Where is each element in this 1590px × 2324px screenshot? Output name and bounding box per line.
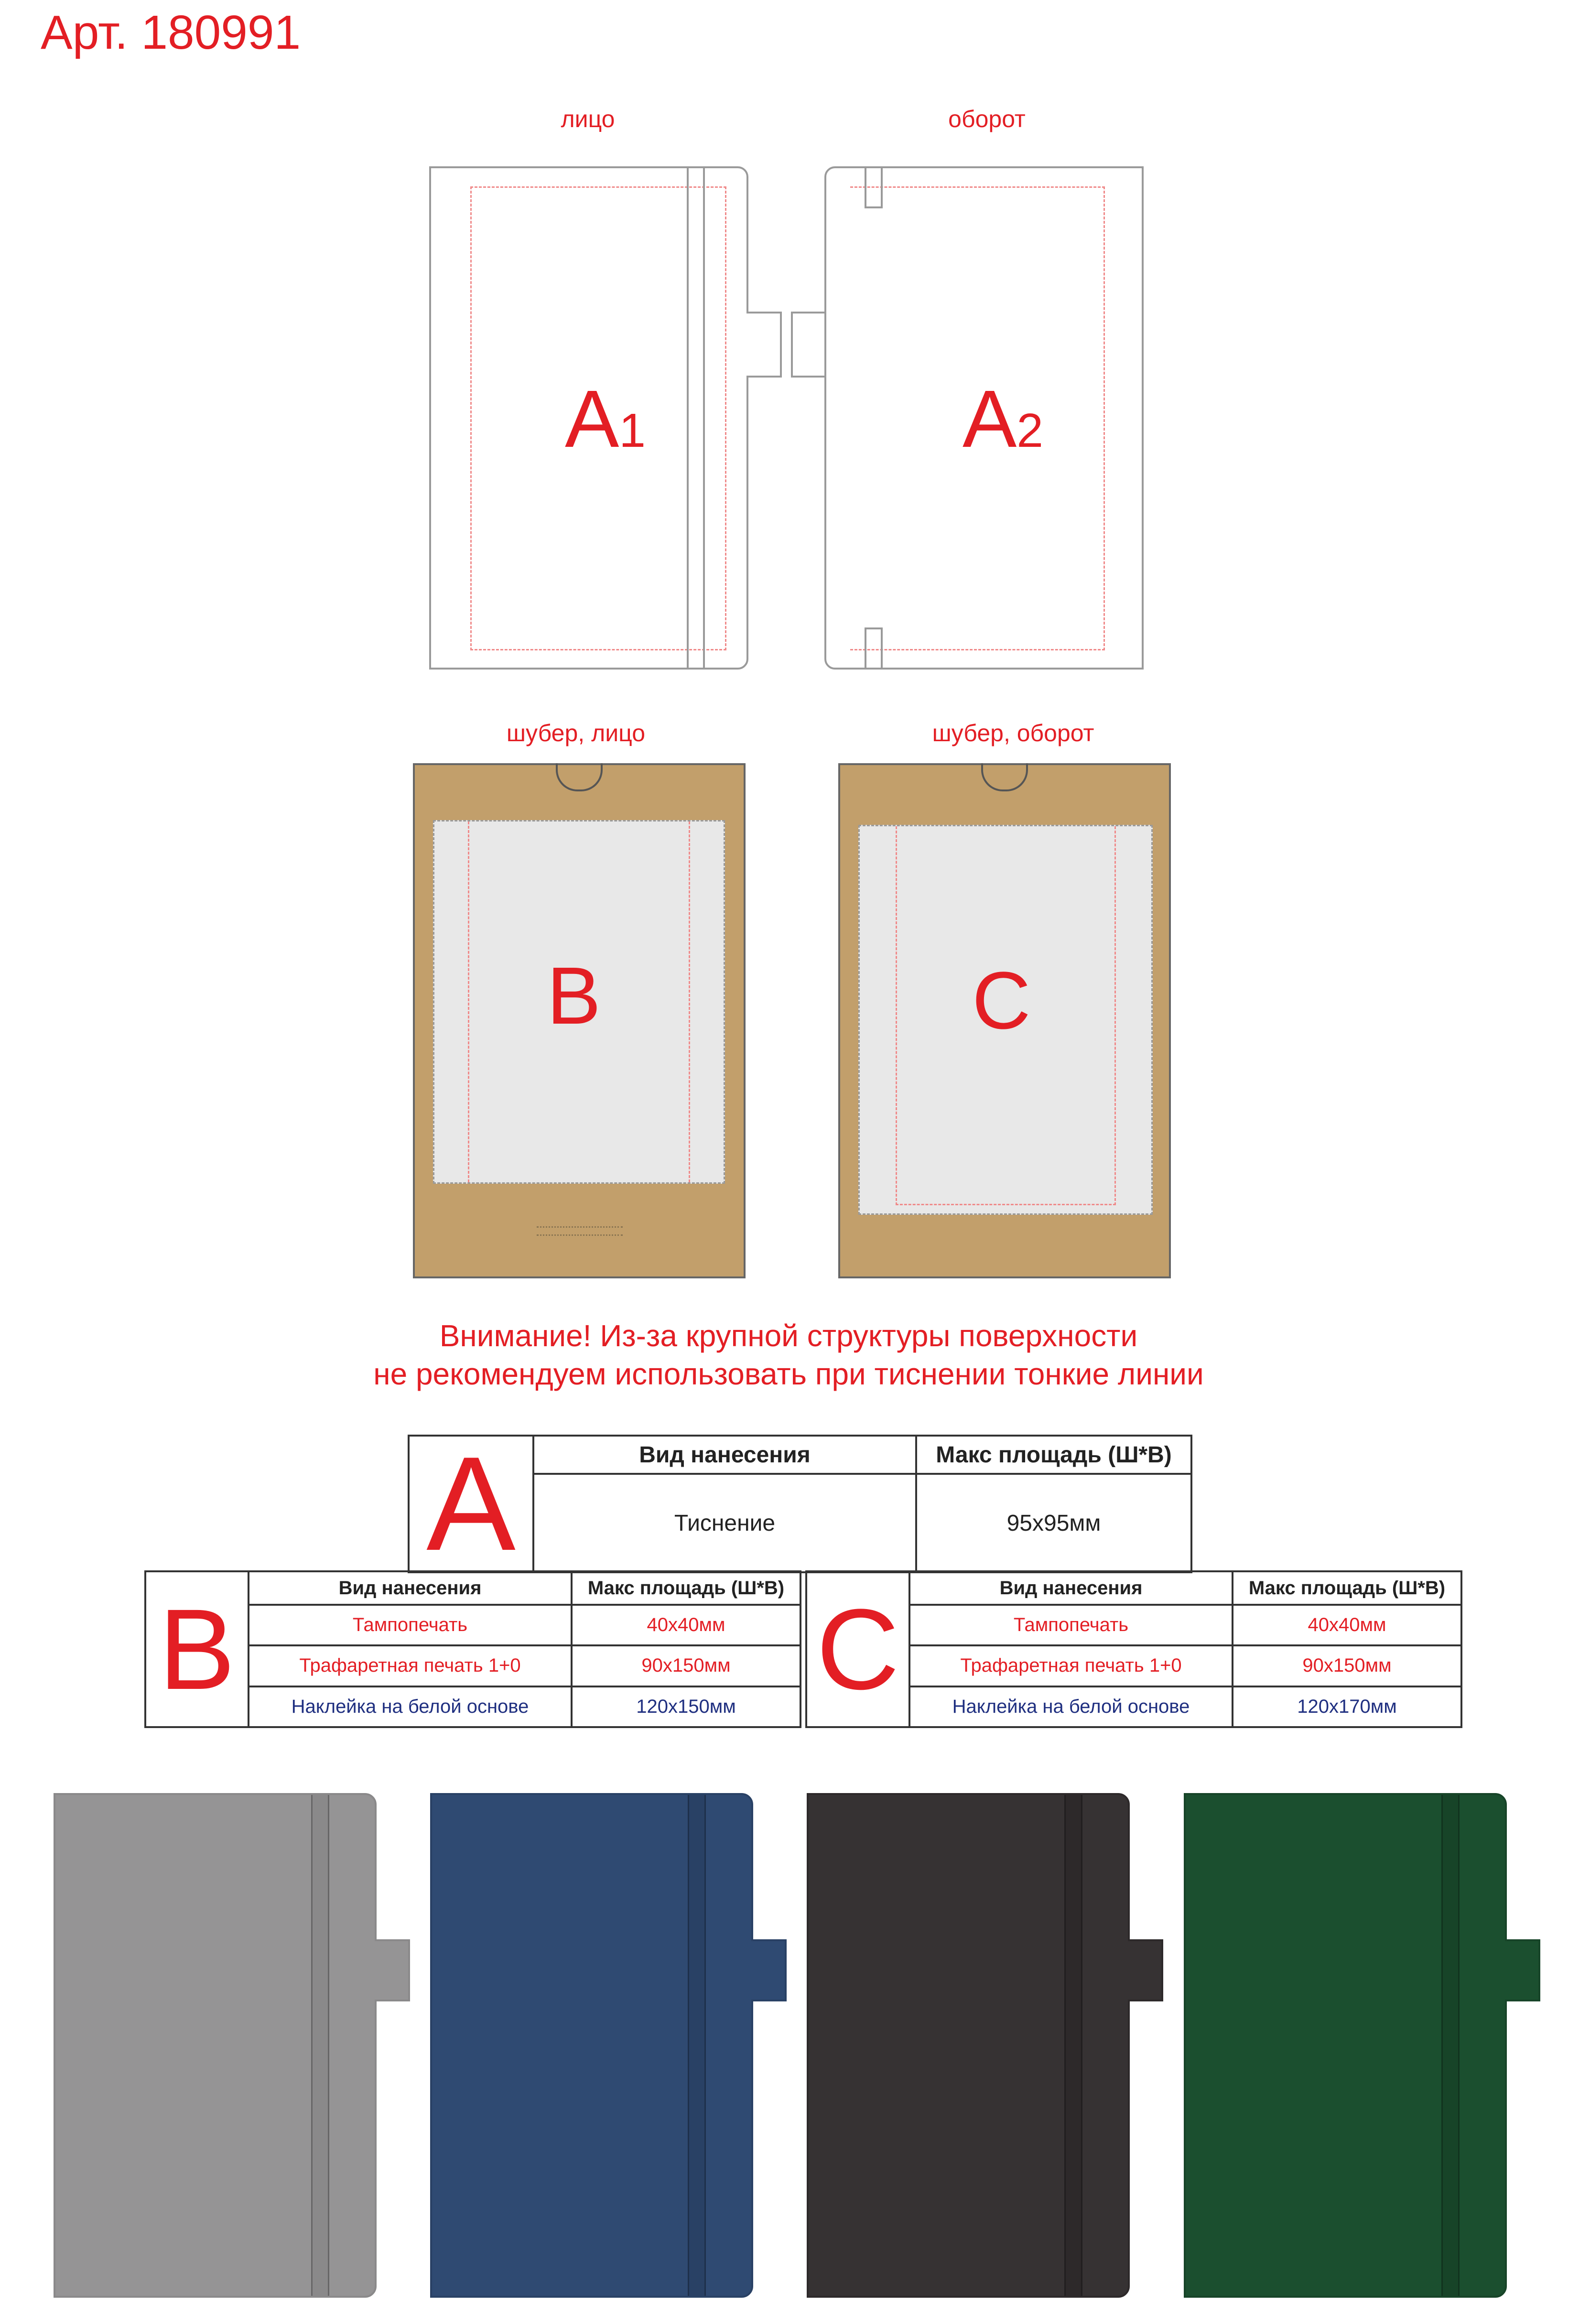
table-b-cell: 40x40мм (572, 1605, 800, 1645)
sleeve-back (838, 763, 1171, 1278)
warning-line-1: Внимание! Из-за крупной структуры поверхности (439, 1319, 1138, 1353)
caption-back: оборот (948, 106, 1026, 132)
table-c-cell: Наклейка на белой основе (909, 1686, 1233, 1727)
guide-line (689, 822, 690, 1182)
table-c-header-method: Вид нанесения (909, 1571, 1233, 1605)
table-b-cell: Наклейка на белой основе (249, 1686, 572, 1727)
elastic-strap-outline (687, 168, 705, 668)
zone-a1-label: A1 (565, 374, 646, 465)
notebook-back-outline (824, 166, 1144, 670)
table-b-cell: Трафаретная печать 1+0 (249, 1645, 572, 1686)
elastic-strap (311, 1795, 329, 2296)
table-c-cell: Трафаретная печать 1+0 (909, 1645, 1233, 1686)
table-a-letter: A (409, 1436, 533, 1572)
table-a-cell: Тиснение (533, 1474, 916, 1572)
pen-loop (751, 1939, 787, 2001)
zone-a2-label: A2 (963, 374, 1044, 465)
table-c (805, 1570, 1462, 1728)
caption-front: лицо (561, 106, 615, 132)
zone-c-label: C (972, 955, 1031, 1046)
notebook-color-variant (807, 1793, 1130, 2298)
guide-line (468, 822, 469, 1182)
pen-loop-back (791, 312, 826, 378)
table-a-cell: 95x95мм (916, 1474, 1191, 1572)
article-title: Арт. 180991 (41, 6, 301, 59)
brand-mark (537, 1226, 623, 1236)
strap-slot-bottom (865, 627, 883, 668)
table-b (144, 1570, 801, 1728)
table-b-cell: 120x150мм (572, 1686, 800, 1727)
elastic-strap (1441, 1795, 1460, 2296)
notebook-front-outline (429, 166, 748, 670)
notebook-color-variant (430, 1793, 753, 2298)
table-c-cell: 120x170мм (1233, 1686, 1461, 1727)
strap-slot-top (865, 168, 883, 208)
zone-b-label: B (547, 951, 601, 1041)
elastic-strap (688, 1795, 706, 2296)
notebook-color-variant (54, 1793, 377, 2298)
elastic-strap (1064, 1795, 1082, 2296)
pen-loop-front (746, 312, 782, 378)
thumb-cutout (556, 763, 603, 791)
table-c-header-area: Макс площадь (Ш*В) (1233, 1571, 1461, 1605)
table-a (408, 1429, 1192, 1578)
notebook-color-variant (1184, 1793, 1507, 2298)
caption-sleeve-back: шубер, оборот (932, 720, 1094, 746)
table-c-cell: Тампопечать (909, 1605, 1233, 1645)
pen-loop (1505, 1939, 1540, 2001)
table-a-header-area: Макс площадь (Ш*В) (916, 1436, 1191, 1474)
table-c-cell: 90x150мм (1233, 1645, 1461, 1686)
warning-line-2: не рекомендуем использовать при тиснении тонкие линии (373, 1357, 1204, 1391)
warning-text (239, 1317, 1338, 1393)
caption-sleeve-front: шубер, лицо (506, 720, 646, 746)
sleeve-front (413, 763, 746, 1278)
print-area-c (858, 825, 1153, 1215)
thumb-cutout (981, 763, 1028, 791)
table-b-cell: Тампопечать (249, 1605, 572, 1645)
table-b-cell: 90x150мм (572, 1645, 800, 1686)
table-b-header-area: Макс площадь (Ш*В) (572, 1571, 800, 1605)
pen-loop (1128, 1939, 1163, 2001)
pen-loop (375, 1939, 410, 2001)
table-b-letter: B (145, 1571, 249, 1727)
table-c-cell: 40x40мм (1233, 1605, 1461, 1645)
print-area-b (433, 820, 725, 1184)
table-a-header-method: Вид нанесения (533, 1436, 916, 1474)
table-b-header-method: Вид нанесения (249, 1571, 572, 1605)
table-c-letter: C (806, 1571, 909, 1727)
